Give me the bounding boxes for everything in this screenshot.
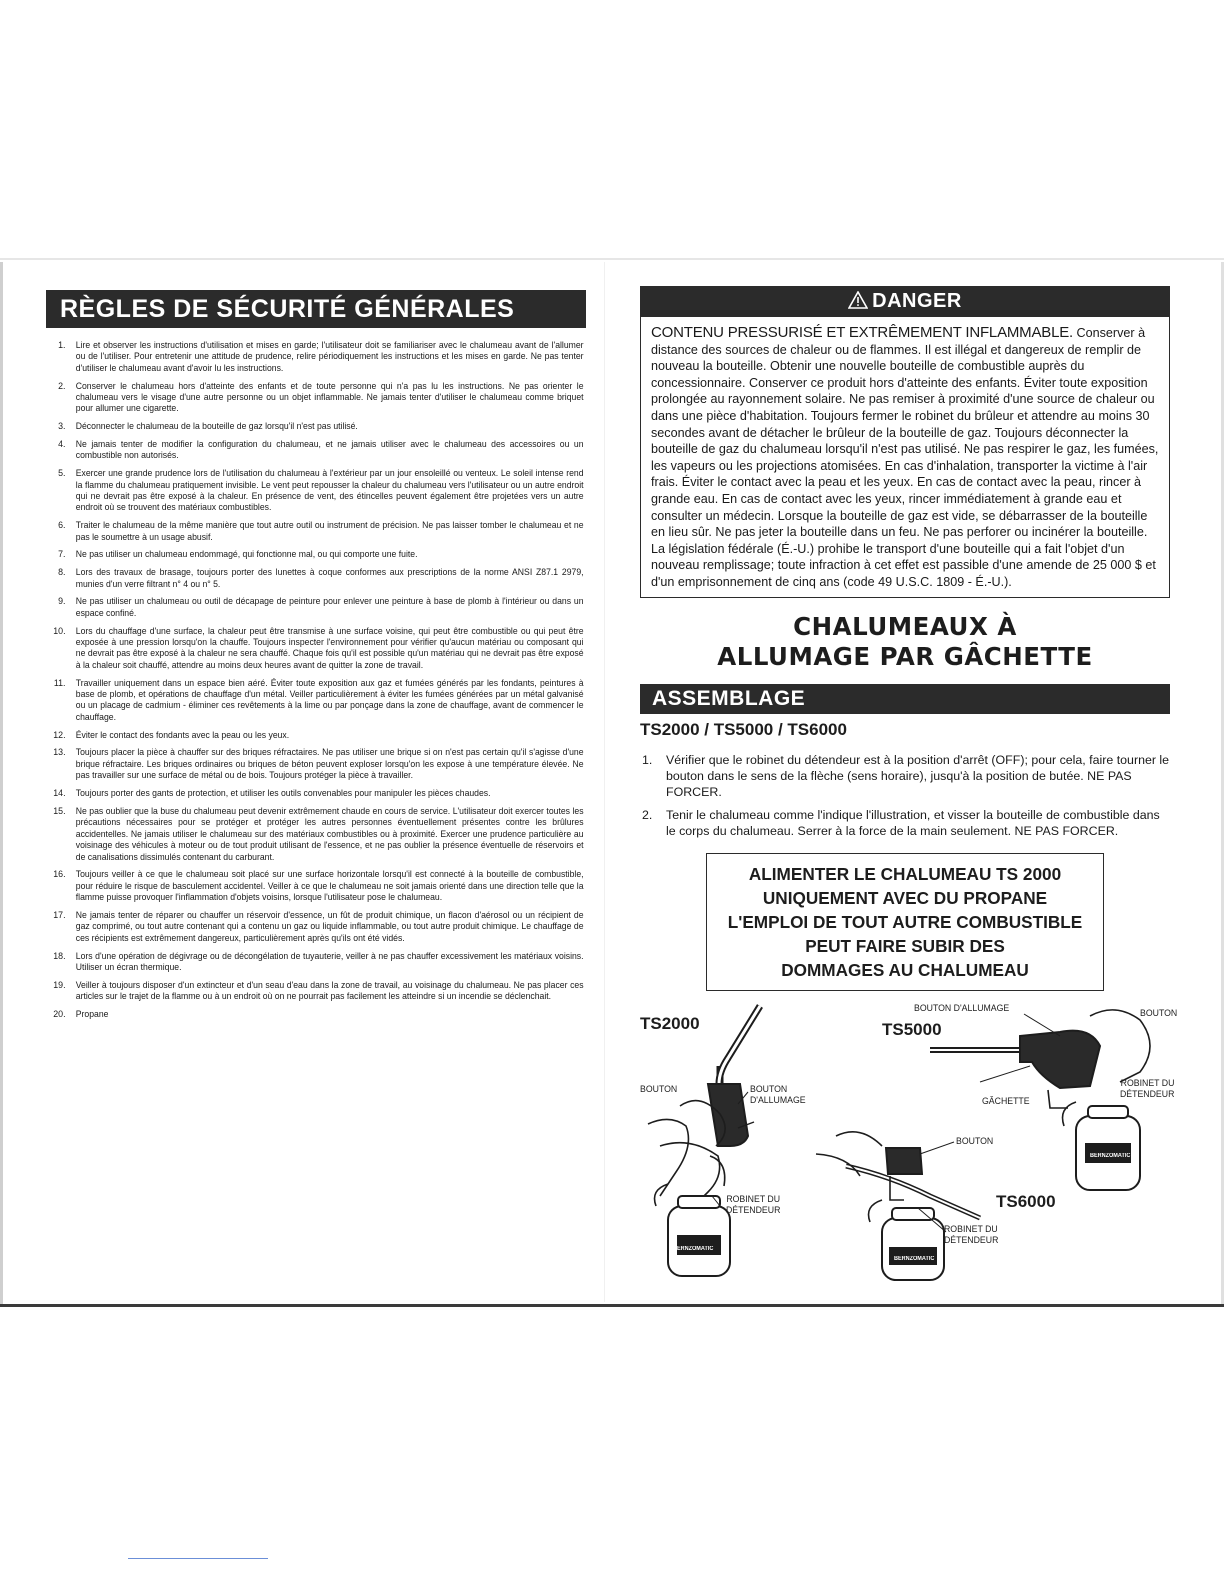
rule-text: Ne pas oublier que la buse du chalumeau peut devenir extrêmement chaude en cours de service. L'utilisateur doit exercer toutes les précautions nécessaires pour se protéger et protéger les autres personnes éventuellement présentes contre les brûlures accidentelles. Ne jamais utiliser le chalumeau sur des matériaux combustibles ou à proximité. Exercer une prudence particulière au voisinage des véhicules à moteur ou de tout produit utilisant de l'essence, et ne pas oublier la présence éventuelle de réservoirs et de canalisations dissimulés contenant du carburant. [75, 805, 584, 862]
rule-number: 17. [53, 909, 66, 921]
rule-text: Conserver le chalumeau hors d'atteinte des enfants et de toute personne qui n'a pas lu les instructions. Ne pas orienter le chalumeau vers le visage d'une autre personne ou un objet inflammable. Ne jamais tenter d'utiliser le chalumeau comme briquet pour allumer une cigarette. [75, 380, 584, 414]
ts6000-regulator [886, 1148, 922, 1174]
scan-edge-top [0, 258, 1224, 260]
rule-number: 8. [58, 567, 66, 579]
rule-number: 10. [53, 625, 66, 637]
scan-edge-left [0, 262, 3, 1304]
rule-text: Lire et observer les instructions d'utilisation et mises en garde; l'utilisateur doit se familiariser avec le chalumeau avant de l'allumer ou de l'utiliser. Pour entretenir une attitude de prudence, relire périodiquement les instructions et les mises en garde. Ne pas tenter d'utiliser le chalumeau avant d'avoir lu les instructions. [75, 340, 584, 373]
rule-text: Travailler uniquement dans un espace bien aéré. Éviter toute exposition aux gaz et fumées générés par les fondants, peintures à base de plomb, et opérations de chauffage d'un métal. Veiller particulièrement à éviter les fumées générées par un métal galvanisé ou un placage de cadmium - éliminer ces revêtements à la lime ou par ponçage dans la zone de chauffage, avant de commencer le chauffage. [75, 677, 584, 722]
safety-rule [46, 626, 584, 672]
label-robinet-center: ROBINET DU DÉTENDEUR [944, 1224, 999, 1246]
safety-rules-list [46, 340, 586, 1020]
title-line-1: CHALUMEAUX À [793, 611, 1017, 641]
ts2000-tube [719, 1006, 760, 1092]
safety-rule [46, 520, 584, 543]
rule-text: Ne jamais tenter de modifier la configuration du chalumeau, et ne jamais utiliser avec le chalumeau des accessoires ou un combustible non autorisés. [75, 439, 584, 461]
rule-number: 15. [53, 805, 66, 817]
label-bouton-left: BOUTON [640, 1084, 678, 1095]
model-label-ts6000: TS6000 [996, 1192, 1056, 1211]
safety-rule [46, 340, 584, 374]
rule-text: Traiter le chalumeau de la même manière que tout autre outil ou instrument de précision. Ne pas laisser tomber le chalumeau et ne pas le soumettre à un usage abusif. [75, 520, 584, 542]
right-page [640, 286, 1170, 991]
safety-rule [46, 596, 584, 619]
rule-text: Exercer une grande prudence lors de l'utilisation du chalumeau à l'extérieur par un jour ensoleillé ou venteux. Le soleil intense rend la flamme du chalumeau pratiquement invisible. Le vent peut repousser la chaleur du chalumeau vers l'utilisateur ou un autre endroit qui ne devrait pas être exposé à la chaleur. En présence de vent, des étincelles peuvent également être projetées vers un autre endroit où se trouvent des matériaux combustibles. [75, 468, 584, 513]
model-label-ts2000: TS2000 [640, 1014, 700, 1033]
rule-text: Lors des travaux de brasage, toujours porter des lunettes à coque conformes aux prescriptions de la norme ANSI Z87.1 2979, munies d'un verre filtrant n° 4 ou n° 5. [75, 567, 584, 589]
warning-line: PEUT FAIRE SUBIR DES [805, 935, 1005, 956]
safety-rule [46, 678, 584, 724]
scan-mark [128, 1558, 268, 1559]
danger-box [640, 317, 1170, 598]
propane-warning-box [706, 853, 1104, 991]
rule-number: 4. [58, 439, 66, 451]
step-number: 1. [642, 752, 653, 767]
rule-number: 20. [53, 1008, 66, 1020]
assembly-step [640, 807, 1170, 839]
warning-line: ALIMENTER LE CHALUMEAU TS 2000 [748, 863, 1062, 884]
danger-heading: DANGER [872, 290, 962, 312]
safety-rule [46, 468, 584, 514]
step-text: Vérifier que le robinet du détendeur est à la position d'arrêt (OFF); pour cela, faire tourner le bouton dans le sens de la flèche (sens horaire), jusqu'à la position de butée. NE PAS FORCER. [666, 752, 1170, 799]
label-robinet-right: ROBINET DU DÉTENDEUR [1120, 1078, 1175, 1100]
rule-number: 11. [53, 677, 66, 689]
safety-rule [46, 421, 584, 432]
rule-number: 6. [58, 520, 66, 532]
step-number: 2. [642, 807, 653, 822]
rule-text: Toujours veiller à ce que le chalumeau soit placé sur une surface horizontale lorsqu'il est connecté à la bouteille de combustible, pour réduire le risque de basculement accidentel. Veiller à ce que le chalumeau ne soit jamais orienté dans une direction telle que la flamme puisse provoquer l'inflammation d'objets voisins, lorsque l'utilisateur pose le chalumeau. [75, 869, 584, 903]
rule-number: 12. [53, 729, 66, 741]
rule-text: Lors du chauffage d'une surface, la chaleur peut être transmise à une surface voisine, qui peut être combustible ou qui peut être exposée à une pression lorsqu'on la chauffe. Toujours inspecter l'environnement pour vérifier qu'aucun matériau ou composant qui ne devrait pas être exposé à la chaleur ne sera chauffé. Chaque fois qu'il est possible qu'un matériau qui ne devrait pas être exposé à la chaleur soit chauffé, attendre au moins deux heures avant de quitter la zone de travail. [75, 625, 584, 670]
safety-rule [46, 910, 584, 944]
rule-text: Veiller à toujours disposer d'un extincteur et d'un seau d'eau dans la zone de travail, au voisinage du chalumeau. Ne pas placer ces articles sur le trajet de la flamme ou à un endroit où on ne pourrait pas facilement les atteindre si un incendie se déclenchait. [75, 979, 584, 1002]
model-label-ts5000: TS5000 [882, 1020, 942, 1039]
page-fold [604, 262, 605, 1302]
brand-logo-center: BERNZOMATIC [894, 1256, 935, 1262]
rule-text: Éviter le contact des fondants avec la peau ou les yeux. [75, 729, 290, 740]
label-bouton-center: BOUTON [956, 1136, 994, 1147]
label-bouton-right: BOUTON [1140, 1008, 1178, 1019]
assembly-step [640, 752, 1170, 800]
brand-logo-left: BERNZOMATIC [673, 1246, 714, 1252]
label-bouton-allumage-top: BOUTON D'ALLUMAGE [914, 1003, 1010, 1014]
safety-rule [46, 549, 584, 560]
rule-text: Ne jamais tenter de réparer ou chauffer un réservoir d'essence, un fût de produit chimique, un flacon d'aérosol ou un récipient de gaz comprimé, ou tout autre contenant qui a contenu un gaz ou liquide inflammable, ou tout autre produit chimique. Le chauffage de ces récipients est extrêmement dangereux, particulièrement après qu'ils ont été vidés. [75, 909, 584, 943]
rule-number: 14. [53, 788, 66, 800]
torch-title [640, 612, 1170, 672]
safety-rule [46, 730, 584, 741]
assembly-illustration [620, 996, 1200, 1286]
left-page [46, 290, 586, 1027]
rule-number: 9. [58, 596, 66, 608]
models-heading: TS2000 / TS5000 / TS6000 [640, 719, 847, 739]
rule-number: 16. [53, 869, 66, 881]
scan-edge-bottom [0, 1304, 1224, 1307]
rule-number: 1. [58, 340, 66, 351]
danger-heading-bar [640, 286, 1170, 317]
rule-text: Toujours porter des gants de protection, et utiliser les outils convenables pour manipuler les pièces chaudes. [75, 788, 491, 799]
safety-rules-heading: RÈGLES DE SÉCURITÉ GÉNÉRALES [46, 290, 586, 328]
step-text: Tenir le chalumeau comme l'indique l'illustration, et visser la bouteille de combustible dans le corps du chalumeau. Serrer à la force de la main seulement. NE PAS FORCER. [666, 807, 1160, 838]
safety-rule [46, 788, 584, 799]
danger-lead: CONTENU PRESSURISÉ ET EXTRÊMEMENT INFLAMMABLE. [651, 324, 1073, 341]
safety-rule [46, 439, 584, 462]
rule-number: 19. [53, 979, 66, 991]
danger-body: Conserver à distance des sources de chaleur ou de flammes. Il est illégal et dangereux de remplir de nouveau la bouteille. Obtenir une nouvelle bouteille de combustible auprès du concessionnaire. Conserver ce produit hors d'atteinte des enfants. Éviter toute exposition prolongée au rayonnement solaire. Ne pas remiser à proximité d'une source de chaleur ou dans une pièce d'habitation. Toujours fermer le robinet du brûleur et attendre au moins 30 secondes avant de détacher le brûleur de la bouteille de gaz. Toujours déconnecter la bouteille de gaz du chalumeau lorsqu'il n'est pas utilisé. Ne pas respirer le gaz, les fumées, les vapeurs ou les projections atomisées. En cas d'inhalation, transporter la victime à l'air frais. Éviter le contact avec la peau et les yeux. En cas de contact avec la peau, rincer à grande eau. En cas de contact avec les yeux, rincer immédiatement à grande eau et consulter un médecin. Lorsque la bouteille de gaz est vide, se débarrasser de la bouteille en lieu sûr. Ne pas jeter la bouteille dans un feu. Ne pas perforer ou incinérer la bouteille. La législation fédérale (É.-U.) prohibe le transport d'une bouteille qui a fait l'objet d'un nouveau remplissage; toute infraction à cet effet est passible d'une amende de 25 000 $ et d'un emprisonnement de cinq ans (code 49 U.S.C. 1809 - É.-U.). [651, 326, 1159, 589]
rule-text: Déconnecter le chalumeau de la bouteille de gaz lorsqu'il n'est pas utilisé. [75, 421, 358, 432]
assembly-steps [640, 752, 1170, 839]
title-line-2: ALLUMAGE PAR GÂCHETTE [717, 641, 1093, 671]
label-bouton-allumage-left: BOUTON D'ALLUMAGE [750, 1084, 806, 1106]
safety-rule [46, 381, 584, 415]
assembly-heading: ASSEMBLAGE [640, 684, 1170, 714]
safety-rule [46, 567, 584, 590]
brand-logo-right: BERNZOMATIC [1090, 1153, 1131, 1159]
safety-rule [46, 1009, 584, 1020]
rule-number: 5. [58, 468, 66, 480]
safety-rule [46, 980, 584, 1003]
safety-rule [46, 806, 584, 863]
rule-text: Ne pas utiliser un chalumeau ou outil de décapage de peinture pour enlever une peinture à base de plomb à l'intérieur ou dans un espace confiné. [75, 596, 584, 618]
safety-rule [46, 869, 584, 903]
ts2000-handle [708, 1084, 748, 1146]
warning-line: DOMMAGES AU CHALUMEAU [781, 959, 1029, 980]
warning-line: L'EMPLOI DE TOUT AUTRE COMBUSTIBLE [727, 911, 1083, 932]
rule-number: 13. [53, 747, 66, 759]
warning-triangle-icon [848, 291, 868, 309]
rule-number: 2. [58, 380, 66, 392]
rule-number: 7. [58, 549, 66, 561]
label-robinet-left: ROBINET DU DÉTENDEUR [726, 1194, 781, 1216]
rule-text: Lors d'une opération de dégivrage ou de décongélation de tuyauterie, veiller à ne pas chauffer excessivement les matériaux voisins. Utiliser un écran thermique. [75, 950, 584, 972]
rule-text: Ne pas utiliser un chalumeau endommagé, qui fonctionne mal, ou qui comporte une fuite. [75, 549, 418, 560]
rule-text: Propane [75, 1008, 109, 1019]
label-gachette: GÂCHETTE [982, 1096, 1030, 1107]
rule-text: Toujours placer la pièce à chauffer sur des briques réfractaires. Ne pas utiliser une brique si on n'est pas certain qu'il s'agisse d'une brique réfractaire. Les briques ordinaires ou briques de béton peuvent exploser lorsqu'on les expose à une température élevée. Ne pas travailler sur une surface de métal ou de bois. Toujours protéger la pièce à travailler. [75, 747, 584, 781]
rule-number: 3. [58, 421, 66, 433]
warning-line: UNIQUEMENT AVEC DU PROPANE [762, 887, 1048, 908]
safety-rule [46, 747, 584, 781]
safety-rule [46, 951, 584, 974]
rule-number: 18. [53, 950, 66, 962]
ts5000-head [1020, 1031, 1100, 1088]
